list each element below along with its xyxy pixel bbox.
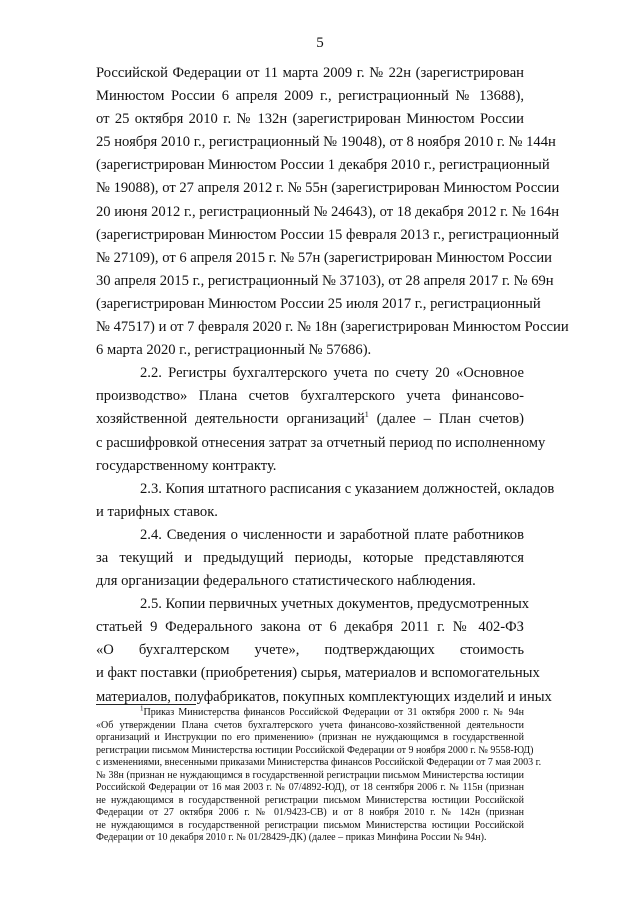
text-line: № 27109), от 6 апреля 2015 г. № 57н (зарегистрирован Минюстом России	[96, 249, 552, 266]
text-line: с расшифровкой отнесения затрат за отчетный период по исполненному	[96, 434, 546, 451]
text-line: для организации федерального статистического наблюдения.	[96, 573, 476, 590]
text-line: 6 марта 2020 г., регистрационный № 57686).	[96, 342, 372, 359]
text-fragment: хозяйственной деятельности организаций	[96, 411, 365, 428]
footnote-line: с изменениями, внесенными приказами Министерства финансов Российской Федерации от 7 мая 2003 г.	[96, 757, 542, 768]
text-line: 25 ноября 2010 г., регистрационный № 19048), от 8 ноября 2010 г. № 144н	[96, 134, 556, 151]
paragraph-2-3	[96, 478, 555, 524]
text-fragment: Приказ Министерства финансов Российской Федерации от 31 октября 2000 г. № 94н	[143, 707, 524, 718]
footnote-line: организаций и Инструкции по его применению» (признан не нуждающимся в государственной	[96, 732, 524, 743]
footnote-reference[interactable]: 1	[364, 410, 369, 420]
footnote-marker: 1	[140, 704, 144, 713]
text-line: (зарегистрирован Минюстом России 15 февраля 2013 г., регистрационный	[96, 226, 560, 243]
paragraph-continuation	[96, 62, 569, 362]
text-line: от 25 октября 2010 г. № 132н (зарегистрирован Минюстом России	[96, 111, 524, 128]
page-number: 5	[316, 35, 324, 51]
paragraph-2-4	[96, 524, 524, 593]
footnote-line: «Об утверждении Плана счетов бухгалтерского учета финансово-хозяйственной деятельности	[96, 719, 524, 731]
text-line: 2.5. Копии первичных учетных документов, предусмотренных	[140, 596, 530, 613]
text-line: и тарифных ставок.	[96, 503, 218, 520]
text-line-with-footnote	[96, 408, 524, 431]
footnote-line: не нуждающимся в государственной регистрации письмом Министерства юстиции Российской	[96, 794, 524, 806]
footnote	[96, 704, 542, 845]
text-line: 2.3. Копия штатного расписания с указанием должностей, окладов	[140, 480, 555, 497]
text-line: «О бухгалтерском учете», подтверждающих стоимость	[96, 642, 524, 659]
text-line: статьей 9 Федерального закона от 6 декабря 2011 г. № 402-ФЗ	[96, 619, 524, 636]
footnote-line	[96, 704, 524, 720]
document-body	[96, 62, 569, 709]
footnote-line: регистрации письмом Министерства юстиции Российской Федерации от 9 ноября 2000 г. № 9558-ЮД)	[96, 744, 534, 756]
text-line: (зарегистрирован Минюстом России 1 декабря 2010 г., регистрационный	[96, 157, 550, 174]
footnote-line: Российской Федерации от 16 мая 2003 г. № 07/4892-ЮД), от 18 сентября 2006 г. № 115н (признан	[96, 782, 524, 793]
text-line: Минюстом России 6 апреля 2009 г., регистрационный № 13688),	[96, 88, 524, 105]
text-line: за текущий и предыдущий периоды, которые представляются	[96, 549, 524, 566]
text-line: 2.4. Сведения о численности и заработной плате работников	[140, 526, 524, 543]
text-line: № 19088), от 27 апреля 2012 г. № 55н (зарегистрирован Минюстом России	[96, 180, 560, 197]
footnote-line: № 38н (признан не нуждающимся в государственной регистрации письмом Министерства юстиции	[96, 769, 524, 781]
text-line: Российской Федерации от 11 марта 2009 г. № 22н (зарегистрирован	[96, 65, 524, 81]
text-line: 2.2. Регистры бухгалтерского учета по счету 20 «Основное	[140, 365, 524, 382]
footnote-line: Федерации от 27 октября 2006 г. № 01/9423-СВ) и от 8 ноября 2010 г. № 142н (признан	[96, 807, 524, 818]
footnote-line: Федерации от 10 декабря 2010 г. № 01/28429-ДК) (далее – приказ Минфина России № 94н).	[96, 832, 487, 843]
footnote-separator	[96, 704, 196, 705]
text-fragment: (далее – План счетов)	[376, 411, 524, 428]
text-line: № 47517) и от 7 февраля 2020 г. № 18н (зарегистрирован Минюстом России	[96, 319, 569, 336]
text-line: производство» Плана счетов бухгалтерского учета финансово-	[96, 388, 524, 405]
paragraph-2-5	[96, 593, 552, 708]
text-line: (зарегистрирован Минюстом России 25 июля 2017 г., регистрационный	[96, 295, 541, 312]
text-line: 30 апреля 2015 г., регистрационный № 37103), от 28 апреля 2017 г. № 69н	[96, 272, 554, 289]
text-line: государственному контракту.	[96, 457, 277, 474]
text-line: материалов, полуфабрикатов, покупных комплектующих изделий и иных	[96, 688, 552, 705]
text-line: и факт поставки (приобретения) сырья, материалов и вспомогательных	[96, 665, 540, 682]
footnote-line: не нуждающимся в государственной регистрации письмом Министерства юстиции Российской	[96, 819, 524, 831]
paragraph-2-2	[96, 362, 546, 477]
text-line: 20 июня 2012 г., регистрационный № 24643), от 18 декабря 2012 г. № 164н	[96, 203, 560, 220]
